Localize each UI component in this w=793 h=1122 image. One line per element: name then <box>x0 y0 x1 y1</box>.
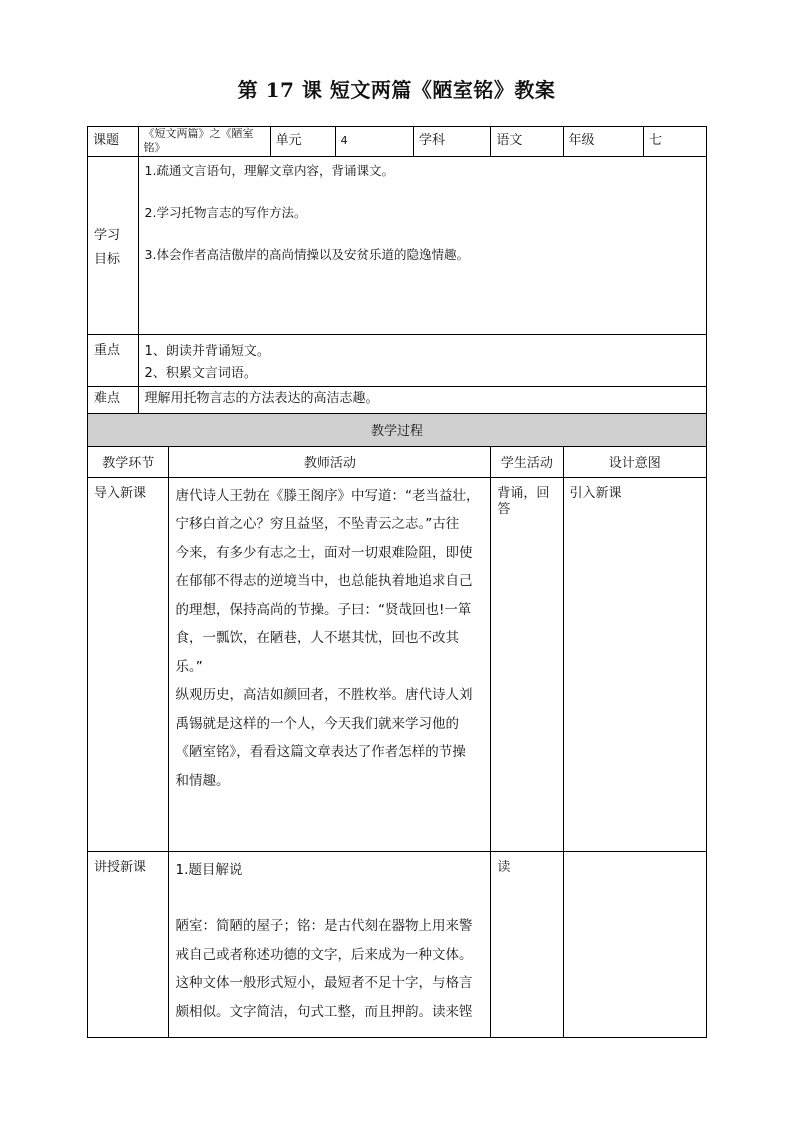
column-header-student: 学生活动 <box>500 456 553 472</box>
design-intent <box>564 852 706 860</box>
course-label: 课题 <box>93 132 120 148</box>
process-row-teaching <box>88 851 707 1037</box>
key-points-row <box>88 334 707 386</box>
difficulty-text: 理解用托物言志的方法表达的高洁志趣。 <box>144 391 379 407</box>
teacher-activity: 1.题目解说 陋室：简陋的屋子；铭：是古代刻在器物上用来警 戒自己或者称述功德的文字，后来成为一种文体。 这种文体一般形式短小，最短者不足十字，与格言 颇相似。文字简洁，句式工整，而且押韵。读来铿 <box>169 852 490 1027</box>
teacher-activity: 唐代诗人王勃在《滕王阁序》中写道：“老当益壮， 宁移白首之心？穷且益坚，不坠青云之志。”古往 今来，有多少有志之士，面对一切艰难险阻，即使 在郁郁不得志的逆境当中，也总能执着地追求自己 的理想，保持高尚的节操。子曰：“贤哉回也!一箪 食，一瓢饮，在陋巷，人不堪其忧，回也不改其乐。” 纵观历史，高洁如颜回者，不胜枚举。唐代诗人刘 禹锡就是这样的一个人，今天我们就来学习他的 《陋室铭》，看看这篇文章表达了作者怎样的节操 和情趣。 <box>175 487 480 789</box>
goals-list <box>139 157 706 264</box>
column-header-teacher: 教师活动 <box>303 456 356 472</box>
key-point-item: 1、朗读并背诵短文。 <box>144 343 270 359</box>
process-row-intro <box>88 477 707 851</box>
student-activity: 背诵，回答 <box>497 485 550 518</box>
goals-label: 学习 目标 <box>94 227 121 267</box>
unit-value: 4 <box>340 134 348 148</box>
key-points-list <box>139 335 706 385</box>
process-title-row <box>88 413 707 446</box>
process-title: 教学过程 <box>370 424 423 440</box>
grade-label: 年级 <box>568 132 595 148</box>
goals-row <box>88 156 707 334</box>
difficulty-row <box>88 386 707 413</box>
goal-item: 1.疏通文言语句，理解文章内容，背诵课文。 <box>144 162 394 178</box>
subject-label: 学科 <box>418 132 445 148</box>
column-header-stage: 教学环节 <box>102 456 155 472</box>
subject-value: 语文 <box>496 132 523 148</box>
grade-value: 七 <box>649 132 663 148</box>
header-row <box>88 127 707 157</box>
unit-label: 单元 <box>275 132 302 148</box>
process-column-header-row <box>88 446 707 477</box>
course-value: 《短文两篇》之《陋室铭》 <box>143 127 254 155</box>
difficulty-label: 难点 <box>94 391 121 407</box>
design-intent: 引入新课 <box>569 485 622 501</box>
lesson-plan-table <box>87 126 707 1038</box>
key-point-item: 2、积累文言词语。 <box>144 365 257 381</box>
goal-item: 2.学习托物言志的写作方法。 <box>144 204 307 220</box>
teacher-heading: 1.题目解说 <box>175 861 243 878</box>
key-points-label: 重点 <box>94 342 121 358</box>
column-header-intent: 设计意图 <box>608 456 661 472</box>
page-title: 第 17 课 短文两篇《陋室铭》教案 <box>237 78 556 102</box>
student-activity: 读 <box>497 859 511 875</box>
stage-label: 导入新课 <box>94 485 147 501</box>
goal-item: 3.体会作者高洁傲岸的高尚情操以及安贫乐道的隐逸情趣。 <box>144 247 469 263</box>
stage-label: 讲授新课 <box>94 859 147 875</box>
